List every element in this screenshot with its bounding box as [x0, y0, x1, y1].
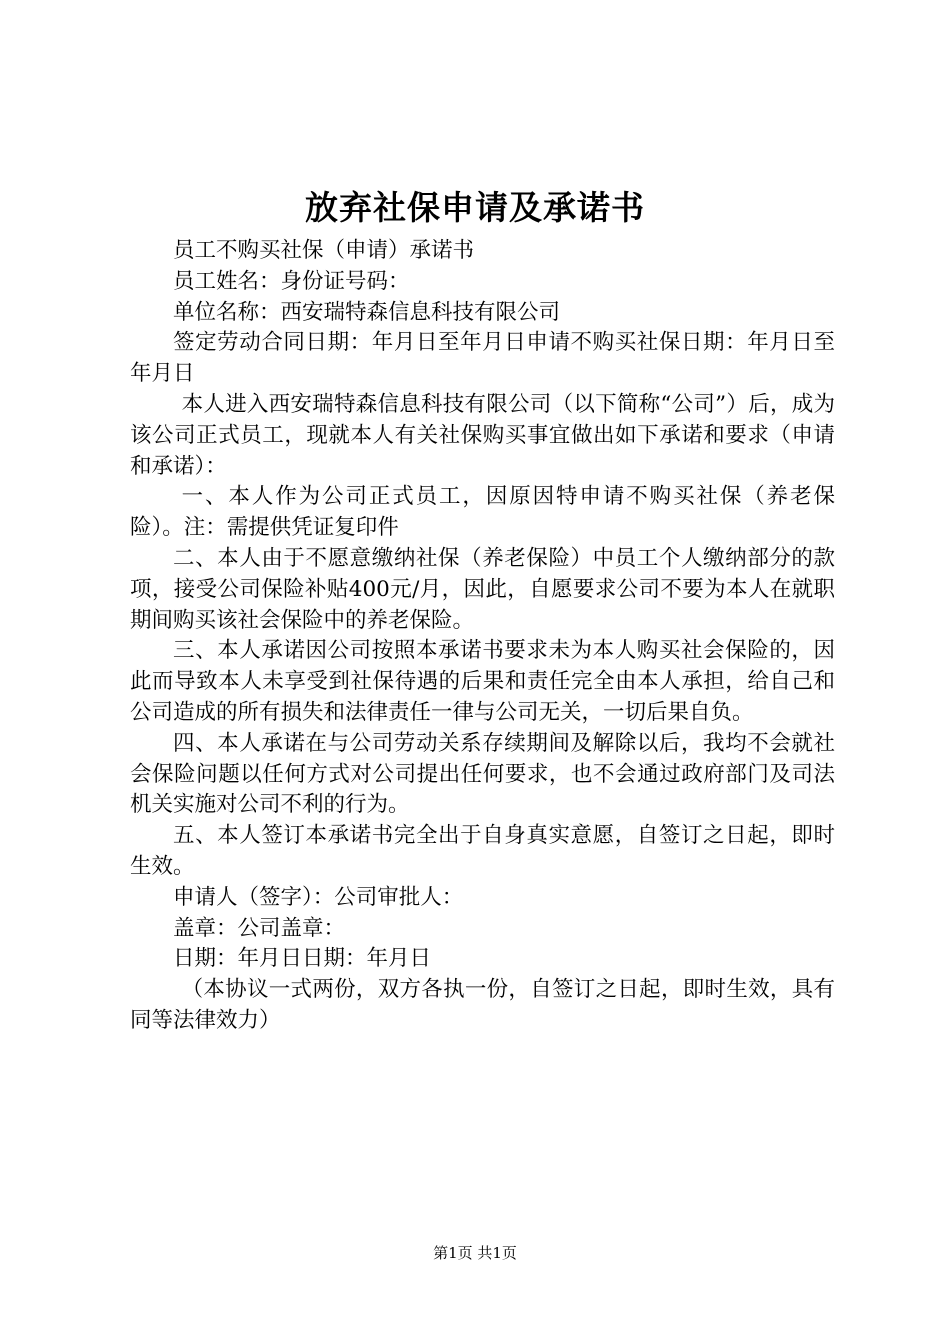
- paragraph-clause-4: 四、本人承诺在与公司劳动关系存续期间及解除以后，我均不会就社会保险问题以任何方式对公司提出任何要求，也不会通过政府部门及司法机关实施对公司不利的行为。: [130, 730, 835, 818]
- paragraph-clause-1: 一、本人作为公司正式员工，因原因特申请不购买社保（养老保险）。注：需提供凭证复印件: [130, 484, 835, 541]
- paragraph-signatures: 申请人（签字）：公司审批人：: [173, 884, 464, 910]
- paragraph-agreement-note: （本协议一式两份，双方各执一份，自签订之日起，即时生效，具有同等法律效力）: [130, 977, 835, 1033]
- paragraph-clause-2: 二、本人由于不愿意缴纳社保（养老保险）中员工个人缴纳部分的款项，接受公司保险补贴400元/月，因此，自愿要求公司不要为本人在就职期间购买该社会保险中的养老保险。: [130, 545, 835, 633]
- paragraph-dates: 日期：年月日日期：年月日: [173, 946, 432, 972]
- paragraph-company-name: 单位名称：西安瑞特森信息科技有限公司: [173, 299, 561, 325]
- paragraph-subtitle: 员工不购买社保（申请）承诺书: [173, 238, 475, 263]
- page-number-footer: 第1页 共1页: [433, 1244, 517, 1262]
- paragraph-clause-5: 五、本人签订本承诺书完全出于自身真实意愿，自签订之日起，即时生效。: [130, 823, 835, 879]
- paragraph-clause-3: 三、本人承诺因公司按照本承诺书要求未为本人购买社会保险的，因此而导致本人未享受到社保待遇的后果和责任完全由本人承担，给自己和公司造成的所有损失和法律责任一律与公司无关，一切后果自负。: [130, 638, 835, 725]
- paragraph-seals: 盖章：公司盖章：: [173, 915, 346, 941]
- paragraph-employee-name: 员工姓名：身份证号码：: [173, 268, 410, 294]
- document-title: 放弃社保申请及承诺书: [305, 188, 645, 227]
- paragraph-intro: 本人进入西安瑞特森信息科技有限公司（以下简称“公司”）后，成为该公司正式员工，现就本人有关社保购买事宜做出如下承诺和要求（申请和承诺）：: [130, 391, 835, 479]
- paragraph-contract-dates: 签定劳动合同日期：年月日至年月日申请不购买社保日期：年月日至年月日: [130, 330, 835, 387]
- document-body: [130, 236, 835, 1037]
